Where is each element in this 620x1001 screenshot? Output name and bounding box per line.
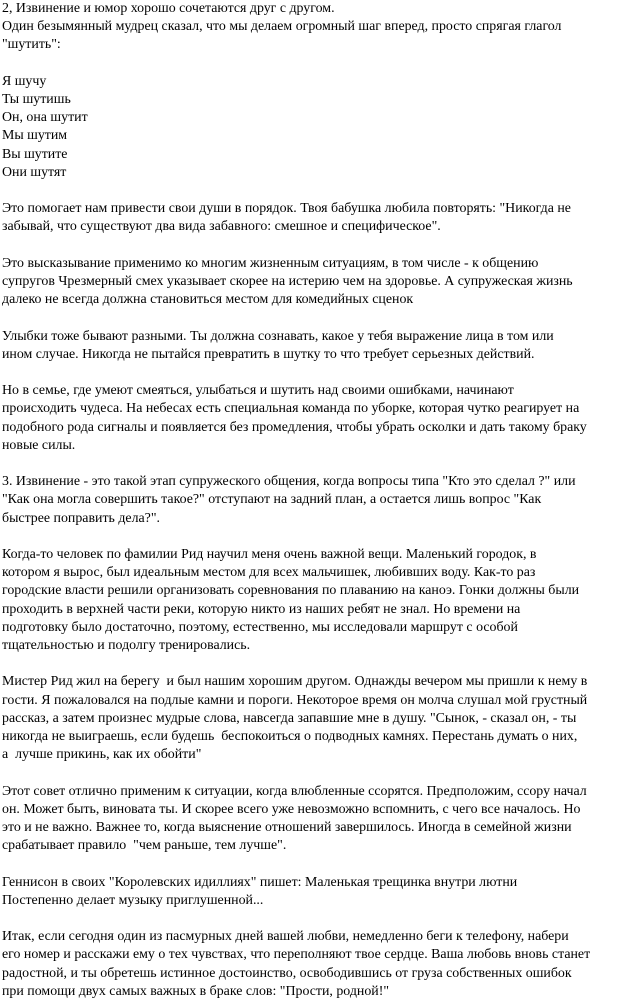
text-line: Итак, если сегодня один из пасмурных дней вашей любви, немедленно беги к телефону, набери (2, 929, 569, 945)
text-line: быстрее поправить дела?". (2, 510, 160, 526)
text-line: Мы шутим (2, 128, 68, 144)
text-line: никогда не выиграешь, если будешь беспокоиться о подводных камнях. Перестань думать о них, (2, 729, 578, 744)
text-line: далеко не всегда должна становиться местом для комедийных сценок (2, 292, 414, 308)
text-line: Это помогает нам привести свои души в порядок. Твоя бабушка любила повторять: "Никогда не (2, 201, 571, 217)
text-line: Постепенно делает музыку приглушенной... (2, 892, 264, 908)
paragraph-reed (2, 546, 618, 655)
paragraph-apology (2, 473, 618, 528)
paragraph-conjugation (2, 73, 618, 182)
text-line: Мистер Рид жил на берегу и был нашим хорошим другом. Однажды вечером мы пришли к нему в (2, 674, 588, 690)
paragraph-advice (2, 783, 618, 856)
text-line: забывай, что существуют два вида забавного: смешное и специфическое". (2, 219, 441, 235)
text-line: а лучше прикинь, как их обойти" (2, 747, 202, 763)
text-line: котором я вырос, был идеальным местом для всех мальчишек, любивших воду. Как-то раз (2, 565, 536, 581)
paragraph-statement (2, 255, 618, 310)
text-line: Улыбки тоже бывают разными. Ты должна сознавать, какое у тебя выражение лица в том или (2, 328, 554, 344)
paragraph-smiles (2, 328, 618, 364)
text-line: Ты шутишь (2, 92, 71, 107)
text-line: он. Может быть, виновата ты. И скорее всего уже невозможно вспомнить, с чего все началось. Но (2, 801, 581, 817)
text-line: рассказ, а затем произнес мудрые слова, навсегда запавшие мне в душу. "Сынок, - сказал он, - ты (2, 710, 577, 726)
text-line: происходить чудеса. На небесах есть специальная команда по уборке, которая чутко реагирует на (2, 401, 580, 417)
text-line: супругов Чрезмерный смех указывает скорее на истерию чем на здоровье. А супружеская жизнь (2, 274, 573, 289)
text-line: Он, она шутит (2, 110, 88, 126)
text-line: городские власти решили организовать соревнования по плаванию на каноэ. Гонки должны были (2, 583, 580, 599)
text-line: Они шутят (2, 164, 67, 180)
text-line: радостной, и ты обретешь истинное достоинство, освободившись от груза собственных ошибок (2, 965, 572, 981)
text-line: Один безымянный мудрец сказал, что мы делаем огромный шаг вперед, просто спрягая глагол (2, 19, 562, 35)
text-line: тщательностью и подолгу тренировались. (2, 638, 251, 653)
text-line: срабатывает правило "чем раньше, тем лучше". (2, 838, 287, 854)
text-line: подготовку было достаточно, поэтому, естественно, мы исследовали маршрут с особой (2, 619, 518, 635)
text-line: 3. Извинение - это такой этап супружеского общения, когда вопросы типа "Кто это сделал ?" или (2, 474, 576, 490)
text-line: Я шучу (2, 73, 47, 89)
paragraph-grandmother (2, 200, 618, 236)
text-line: это и не важно. Важнее то, когда выяснение отношений завершилось. Иногда в семейной жизни (2, 820, 572, 835)
text-line: Вы шутите (2, 146, 68, 162)
text-line: Этот совет отлично применим к ситуации, когда влюбленные ссорятся. Предположим, ссору начал (2, 783, 587, 799)
text-line: Геннисон в своих "Королевских идиллиях" пишет: Маленькая трещинка внутри лютни (2, 874, 518, 890)
text-line: новые силы. (2, 437, 76, 453)
paragraph-family (2, 382, 618, 455)
text-line: Но в семье, где умеют смеяться, улыбаться и шутить над своими ошибками, начинают (2, 383, 514, 399)
text-line: его номер и расскажи ему о тех чувствах, что переполняют твое сердце. Ваша любовь вновь станет (2, 947, 591, 963)
paragraph-tennyson (2, 874, 618, 910)
text-line: "шутить": (2, 37, 61, 53)
text-line: "Как она могла совершить такое?" отступают на задний план, а остается лишь вопрос "Как (2, 492, 542, 508)
text-line: при помощи двух самых важных в браке слов: "Прости, родной!" (2, 983, 390, 999)
text-line: Когда-то человек по фамилии Рид научил меня очень важной вещи. Маленький городок, в (2, 546, 537, 562)
paragraph-intro (2, 0, 618, 55)
text-line: проходить в верхней части реки, которую никто из наших ребят не знал. Но времени на (2, 601, 521, 617)
text-line: подобного рода сигналы и появляется без промедления, чтобы убрать осколки и дать такому браку (2, 419, 587, 435)
paragraph-conclusion (2, 928, 618, 1001)
text-line: ином случае. Никогда не пытайся превратить в шутку то что требует серьезных действий. (2, 346, 535, 362)
paragraph-mister-reed (2, 673, 618, 764)
text-line: 2, Извинение и юмор хорошо сочетаются друг с другом. (2, 1, 335, 16)
text-line: Это высказывание применимо ко многим жизненным ситуациям, в том числе - к общению (2, 255, 539, 271)
text-line: гости. Я пожаловался на подлые камни и пороги. Некоторое время он молча слушал мой грустный (2, 692, 588, 708)
document-body (2, 0, 618, 1001)
